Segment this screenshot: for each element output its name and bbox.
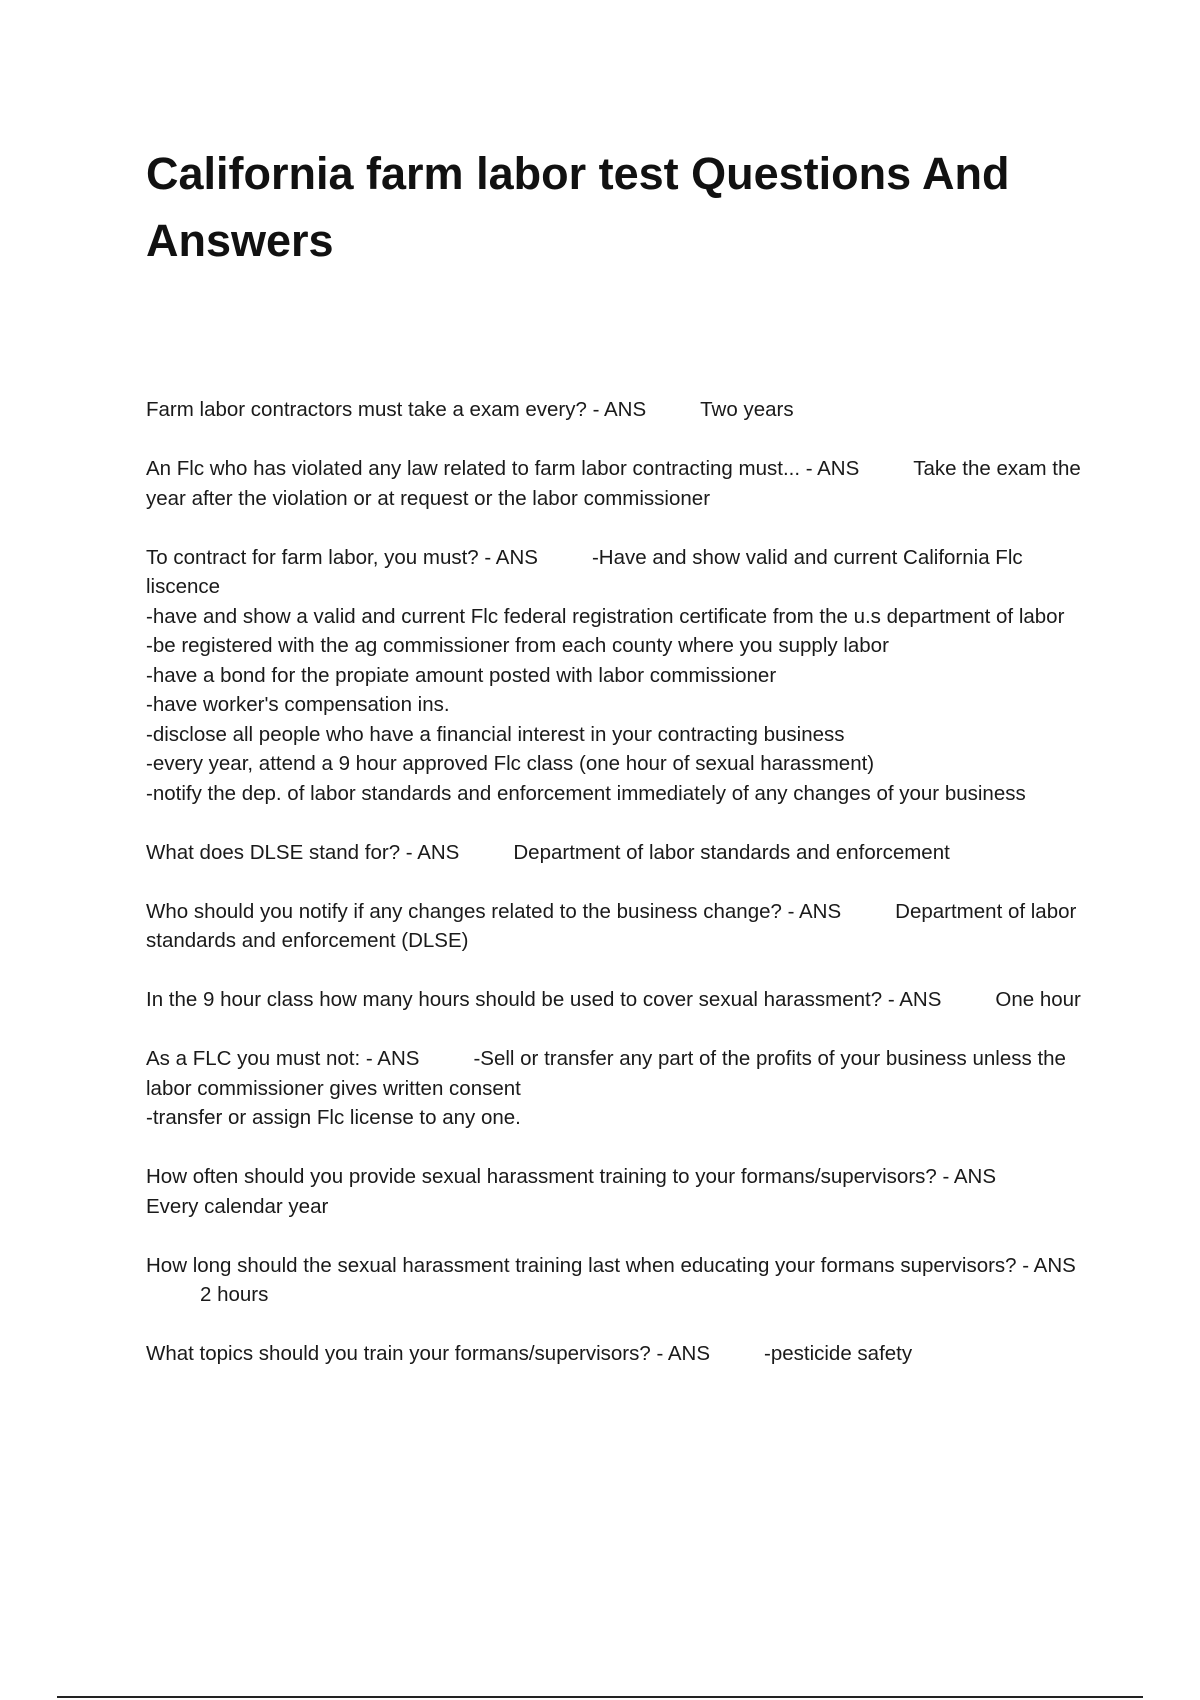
qa-item bbox=[146, 395, 1096, 425]
answer-text: Department of labor standards and enforcement (DLSE) bbox=[146, 899, 1083, 952]
qa-item bbox=[146, 454, 1096, 513]
answer-text: 2 hours bbox=[200, 1283, 269, 1306]
qa-item bbox=[146, 1251, 1096, 1310]
question-text: To contract for farm labor, you must? - ANS bbox=[146, 545, 538, 569]
question-text: What topics should you train your formans/supervisors? - ANS bbox=[146, 1342, 710, 1365]
question-text: What does DLSE stand for? - ANS bbox=[146, 840, 460, 864]
qa-item bbox=[146, 897, 1096, 956]
question-text: In the 9 hour class how many hours should be used to cover sexual harassment? - ANS bbox=[146, 988, 942, 1011]
question-text: An Flc who has violated any law related to farm labor contracting must... - ANS bbox=[146, 457, 860, 480]
footer-divider bbox=[57, 1696, 1143, 1698]
answer-text: Two years bbox=[700, 398, 794, 421]
qa-item bbox=[146, 838, 1096, 868]
question-text: How long should the sexual harassment training last when educating your formans supervisors? - ANS bbox=[146, 1253, 1076, 1277]
qa-item bbox=[146, 1339, 1096, 1369]
answer-text: -pesticide safety bbox=[764, 1342, 913, 1365]
qa-item bbox=[146, 543, 1096, 809]
qa-list bbox=[146, 395, 1096, 1398]
answer-text: Every calendar year bbox=[146, 1194, 329, 1218]
question-text: Who should you notify if any changes related to the business change? - ANS bbox=[146, 899, 842, 923]
qa-item bbox=[146, 1044, 1096, 1133]
question-text: As a FLC you must not: - ANS bbox=[146, 1047, 420, 1070]
qa-item bbox=[146, 1162, 1096, 1221]
qa-item bbox=[146, 985, 1096, 1015]
answer-text: -Have and show valid and current California Flc liscence -have and show a valid and current Flc federal registration certificate from the u.s department of labor -be registered with the ag commissioner from each county where you supply labor -have a bond for the propiate amount posted with labor commissioner -have worker's compensation ins. -disclose all people who have a financial interest in your contracting business -every year, attend a 9 hour approved Flc class (one hour of sexual harassment) -notify the dep. of labor standards and enforcement immediately of any changes of your business bbox=[146, 545, 1065, 805]
document-title: California farm labor test Questions And Answers bbox=[146, 148, 1010, 266]
answer-text: One hour bbox=[995, 988, 1081, 1011]
answer-text: Department of labor standards and enforcement bbox=[513, 840, 950, 864]
answer-text: -Sell or transfer any part of the profits of your business unless the labor commissioner gives written consent -transfer or assign Flc license to any one. bbox=[146, 1047, 1066, 1129]
question-text: Farm labor contractors must take a exam every? - ANS bbox=[146, 398, 647, 421]
question-text: How often should you provide sexual harassment training to your formans/supervisors? - ANS bbox=[146, 1165, 997, 1188]
answer-text: Take the exam the year after the violation or at request or the labor commissioner bbox=[146, 457, 1087, 510]
